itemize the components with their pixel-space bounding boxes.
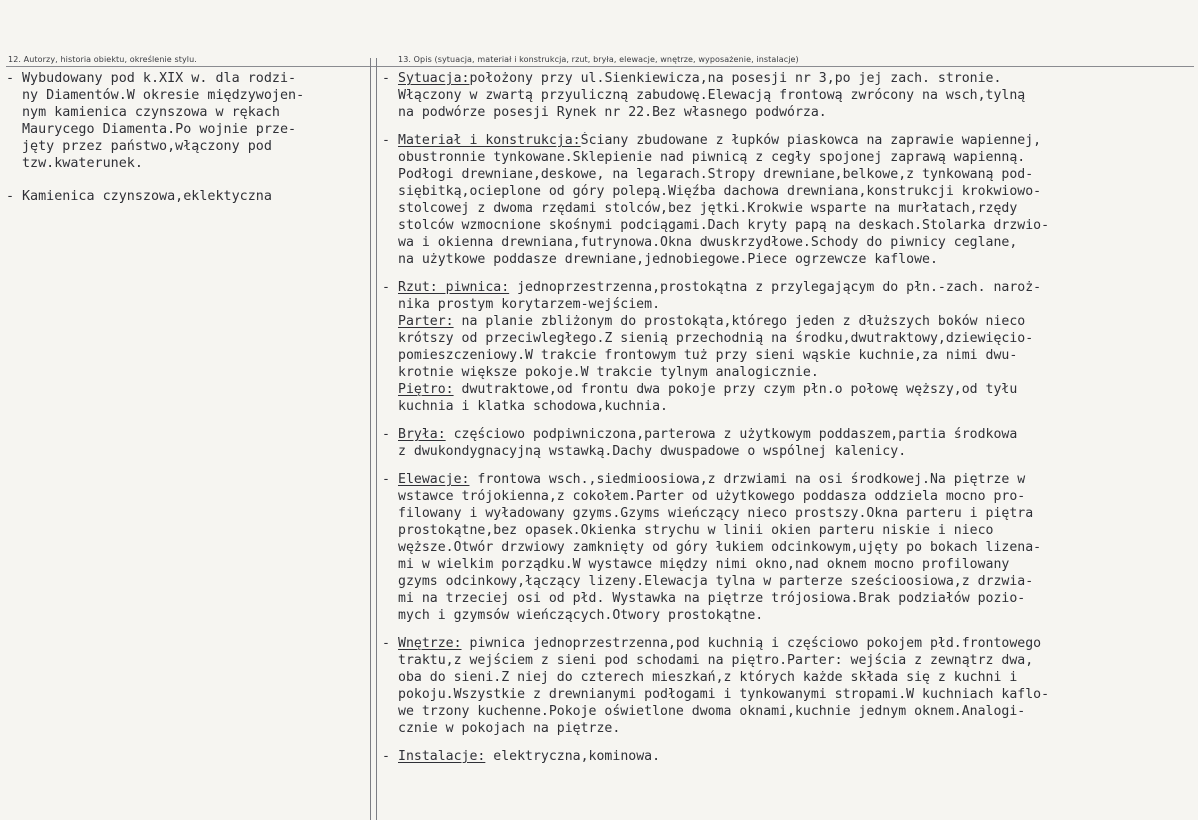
text-line: Kamienica czynszowa,eklektyczna bbox=[22, 189, 272, 204]
section-text: frontowa wsch.,siedmioosiowa,z drzwiami na osi środkowej.Na piętrze w bbox=[469, 472, 1026, 487]
header-rule bbox=[6, 66, 1194, 67]
text-line bbox=[398, 426, 1194, 443]
text-line: kuchnia i klatka schodowa,kuchnia. bbox=[398, 399, 668, 414]
section-label: Materiał i konstrukcja: bbox=[398, 133, 581, 148]
text-line: we trzony kuchenne.Pokoje oświetlone dwoma oknami,kuchnie jednym oknem.Analogi- bbox=[398, 704, 1026, 719]
description-entry bbox=[382, 132, 1194, 268]
text-line: nym kamienica czynszowa w rękach bbox=[22, 105, 280, 120]
section-label: Piętro: bbox=[398, 382, 454, 397]
text-line bbox=[398, 132, 1194, 149]
text-line: filowany i wyładowany gzyms.Gzyms wieńczący nieco prostszy.Okna parteru i piętra bbox=[398, 506, 1034, 521]
text-line: jęty przez państwo,włączony pod bbox=[22, 139, 272, 154]
section-label: Parter: bbox=[398, 314, 454, 329]
text-line bbox=[398, 635, 1194, 652]
section-label: Sytuacja: bbox=[398, 71, 470, 86]
entry-gap bbox=[382, 415, 1194, 426]
text-line: z dwukondygnacyjną wstawką.Dachy dwuspadowe o wspólnej kalenicy. bbox=[398, 444, 907, 459]
bullet-dash: - bbox=[382, 749, 390, 764]
header-right: 13. Opis (sytuacja, materiał i konstrukcja, rzut, bryła, elewacje, wnętrze, wyposażenie, instalacje) bbox=[398, 55, 799, 64]
text-line: wstawce trójokienna,z cokołem.Parter od użytkowego poddasza oddziela mocno pro- bbox=[398, 489, 1026, 504]
entry-gap bbox=[382, 121, 1194, 132]
text-line: wa i okienna drewniana,futrynowa.Okna dwuskrzydłowe.Schody do piwnicy ceglane, bbox=[398, 235, 1018, 250]
bullet-dash: - bbox=[6, 189, 15, 204]
description-entry bbox=[382, 70, 1194, 121]
section-text: piwnica jednoprzestrzenna,pod kuchnią i częściowo pokojem płd.frontowego bbox=[461, 636, 1042, 651]
description-column bbox=[382, 70, 1194, 765]
text-line: na użytkowe poddasze drewniane,jednobiegowe.Piece ogrzewcze kaflowe. bbox=[398, 252, 938, 267]
text-line: stolcowej z dwoma rzędami stolców,bez jętki.Krokwie wsparte na murłatach,rzędy bbox=[398, 201, 1018, 216]
text-line bbox=[398, 70, 1194, 87]
text-line: na podwórze posesji Rynek nr 22.Bez własnego podwórza. bbox=[398, 105, 827, 120]
section-label: Rzut: piwnica: bbox=[398, 280, 510, 295]
bullet-dash: - bbox=[382, 472, 390, 487]
bullet-dash: - bbox=[382, 636, 390, 651]
column-divider-inner bbox=[376, 58, 377, 820]
section-text: Ściany zbudowane z łupków piaskowca na zaprawie wapiennej, bbox=[580, 133, 1042, 148]
text-line: oba do sieni.Z niej do czterech mieszkań,z których każde składa się z kuchni i bbox=[398, 670, 1018, 685]
section-text: dwutraktowe,od frontu dwa pokoje przy czym płn.o połowę węższy,od tyłu bbox=[453, 382, 1018, 397]
text-line: pokoju.Wszystkie z drewnianymi podłogami i tynkowanymi stropami.W kuchniach kaflo- bbox=[398, 687, 1050, 702]
text-line: cznie w pokojach na piętrze. bbox=[398, 721, 621, 736]
entry-gap bbox=[382, 268, 1194, 279]
text-line bbox=[398, 748, 1194, 765]
text-line: mi w wielkim porządku.W wystawce między nimi okno,nad oknem mocno profilowany bbox=[398, 557, 1010, 572]
section-label: Wnętrze: bbox=[398, 636, 462, 651]
text-line: węższe.Otwór drzwiowy zamknięty od góry łukiem odcinkowym,ujęty po bokach lizena- bbox=[398, 540, 1042, 555]
text-line: stolców wzmocnione skośnymi podciągami.Dach kryty papą na deskach.Stolarka drzwio- bbox=[398, 218, 1050, 233]
section-label: Elewacje: bbox=[398, 472, 470, 487]
text-line: Wybudowany pod k.XIX w. dla rodzi- bbox=[22, 71, 297, 86]
section-text: na planie zbliżonym do prostokąta,którego jeden z dłuższych boków nieco bbox=[453, 314, 1026, 329]
text-line: Maurycego Diamenta.Po wojnie prze- bbox=[22, 122, 297, 137]
description-entry bbox=[382, 471, 1194, 624]
text-line: prostokątne,bez opasek.Okienka strychu w linii okien parteru niskie i nieco bbox=[398, 523, 994, 538]
entry-gap bbox=[382, 737, 1194, 748]
text-line: krotnie większe pokoje.W trakcie tylnym analogicznie. bbox=[398, 365, 819, 380]
text-line bbox=[398, 471, 1194, 488]
entry-gap bbox=[382, 624, 1194, 635]
text-line: gzyms odcinkowy,łączący lizeny.Elewacja tylna w parterze sześcioosiowa,z drzwia- bbox=[398, 574, 1034, 589]
text-line bbox=[398, 381, 1194, 398]
text-line: tzw.kwaterunek. bbox=[22, 156, 143, 171]
description-entry bbox=[382, 279, 1194, 415]
text-line: Podłogi drewniane,deskowe, na legarach.Stropy drewniane,belkowe,z tynkowaną pod- bbox=[398, 167, 1034, 182]
text-line: obustronnie tynkowane.Sklepienie nad piwnicą z cegły spojonej zaprawą wapienną. bbox=[398, 150, 1026, 165]
section-text: jednoprzestrzenna,prostokątna z przylegającym do płn.-zach. naroż- bbox=[509, 280, 1042, 295]
section-text: położony przy ul.Sienkiewicza,na posesji nr 3,po jej zach. stronie. bbox=[469, 71, 1002, 86]
section-label: Bryła: bbox=[398, 427, 446, 442]
description-entry bbox=[382, 635, 1194, 737]
bullet-dash: - bbox=[382, 427, 390, 442]
column-divider bbox=[370, 58, 371, 820]
text-line: ny Diamentów.W okresie międzywojen- bbox=[22, 88, 305, 103]
description-entry bbox=[382, 748, 1194, 765]
entry-gap bbox=[6, 172, 368, 188]
text-line: mych i gzymsów wieńczących.Otwory prostokątne. bbox=[398, 608, 764, 623]
text-line: pomieszczeniowy.W trakcie frontowym tuż przy sieni wąskie kuchnie,za nimi dwu- bbox=[398, 348, 1018, 363]
history-entry bbox=[6, 70, 368, 172]
description-entry bbox=[382, 426, 1194, 460]
text-line bbox=[398, 279, 1194, 296]
section-label: Instalacje: bbox=[398, 749, 486, 764]
section-text: elektryczna,kominowa. bbox=[485, 749, 661, 764]
bullet-dash: - bbox=[6, 71, 15, 86]
entry-gap bbox=[382, 460, 1194, 471]
bullet-dash: - bbox=[382, 280, 390, 295]
section-text: częściowo podpiwniczona,parterowa z użytkowym poddaszem,partia środkowa bbox=[445, 427, 1018, 442]
text-line bbox=[398, 313, 1194, 330]
text-line: krótszy od przeciwległego.Z sienią przechodnią na środku,dwutraktowy,dziewięcio- bbox=[398, 331, 1034, 346]
text-line: nika prostym korytarzem-wejściem. bbox=[398, 297, 661, 312]
text-line: mi na trzeciej osi od płd. Wystawka na piętrze trójosiowa.Brak podziałów pozio- bbox=[398, 591, 1026, 606]
bullet-dash: - bbox=[382, 71, 390, 86]
text-line: Włączony w zwartą przyuliczną zabudowę.Elewacją frontową zwrócony na wsch,tylną bbox=[398, 88, 1026, 103]
header-left: 12. Autorzy, historia obiektu, określenie stylu. bbox=[8, 55, 197, 64]
text-line: siębitką,ocieplone od góry polepą.Więźba dachowa drewniana,konstrukcji krokwiowo- bbox=[398, 184, 1042, 199]
history-entry bbox=[6, 188, 368, 205]
authors-history-column bbox=[6, 70, 368, 205]
bullet-dash: - bbox=[382, 133, 390, 148]
text-line: traktu,z wejściem z sieni pod schodami na piętro.Parter: wejścia z zewnątrz dwa, bbox=[398, 653, 1034, 668]
